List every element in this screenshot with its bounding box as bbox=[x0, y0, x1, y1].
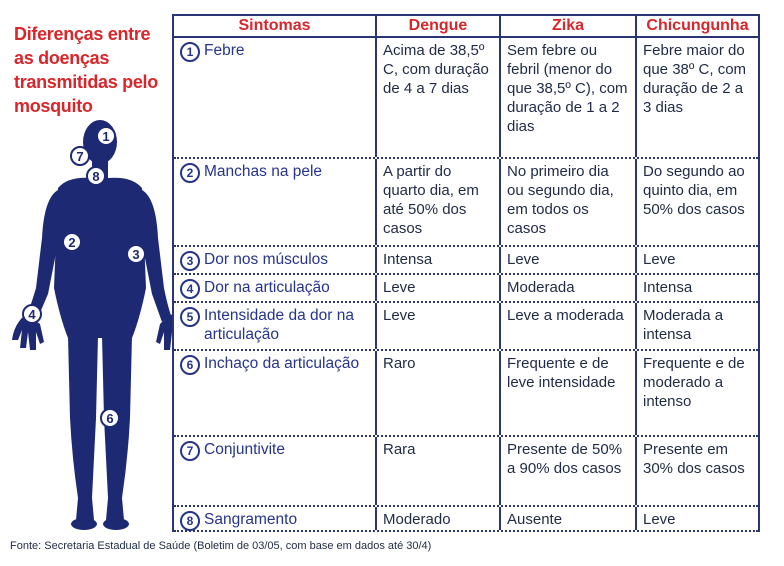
chik-cell: Leve bbox=[643, 251, 676, 268]
marker-6-label: 6 bbox=[106, 411, 114, 426]
symptom-label: Dor na articulação bbox=[204, 279, 330, 296]
table-row-febre bbox=[174, 38, 758, 159]
symptom-label: Intensidade da dor na articulação bbox=[204, 307, 354, 343]
zika-cell: Ausente bbox=[501, 507, 637, 530]
table-row-conjuntivite bbox=[174, 437, 758, 507]
table-row-intensidade bbox=[174, 303, 758, 351]
number-2-icon: 2 bbox=[180, 163, 200, 183]
number-6-icon: 6 bbox=[180, 355, 200, 375]
chik-cell: Frequente e de moderado a intenso bbox=[643, 355, 745, 410]
symptom-label: Inchaço da articulação bbox=[204, 355, 360, 372]
zika-cell: Sem febre ou febril (menor do que 38,5º C), com duração de 1 a 2 dias bbox=[501, 38, 637, 157]
symptom-label: Conjuntivite bbox=[204, 441, 285, 458]
symptom-label: Febre bbox=[204, 42, 245, 59]
human-body-figure bbox=[8, 118, 172, 538]
table-row-inchaco bbox=[174, 351, 758, 437]
dengue-cell: Rara bbox=[377, 437, 501, 505]
chik-cell: Leve bbox=[643, 511, 676, 528]
chik-cell: Moderada a intensa bbox=[643, 307, 724, 343]
number-3-icon: 3 bbox=[180, 251, 200, 271]
marker-4-label: 4 bbox=[28, 307, 36, 322]
symptom-label: Dor nos músculos bbox=[204, 251, 329, 268]
chik-cell: Febre maior do que 38º C, com duração de 2 a 3 dias bbox=[643, 42, 747, 116]
table-row-sangramento bbox=[174, 507, 758, 532]
table-row-manchas bbox=[174, 159, 758, 247]
table-header bbox=[174, 14, 758, 38]
marker-3-label: 3 bbox=[132, 247, 140, 262]
dengue-cell: A partir do quarto dia, em até 50% dos casos bbox=[377, 159, 501, 245]
chik-cell: Do segundo ao quinto dia, em 50% dos casos bbox=[643, 163, 745, 218]
number-4-icon: 4 bbox=[180, 279, 200, 299]
chik-cell: Intensa bbox=[643, 279, 693, 296]
marker-1-label: 1 bbox=[102, 129, 110, 144]
number-5-icon: 5 bbox=[180, 307, 200, 327]
header-sintomas: Sintomas bbox=[174, 16, 377, 36]
zika-cell: No primeiro dia ou segundo dia, em todos os casos bbox=[501, 159, 637, 245]
symptoms-table bbox=[172, 14, 760, 532]
dengue-cell: Acima de 38,5º C, com duração de 4 a 7 dias bbox=[377, 38, 501, 157]
marker-2-label: 2 bbox=[68, 235, 76, 250]
page-title: Diferenças entre as doenças transmitidas pelo mosquito bbox=[14, 24, 158, 116]
header-chicungunha: Chicungunha bbox=[646, 17, 749, 34]
dengue-cell: Intensa bbox=[377, 247, 501, 273]
table-row-musculos bbox=[174, 247, 758, 275]
symptom-label: Manchas na pele bbox=[204, 163, 323, 180]
marker-7-label: 7 bbox=[76, 149, 84, 164]
dengue-cell: Moderado bbox=[377, 507, 501, 530]
zika-cell: Leve a moderada bbox=[501, 303, 637, 349]
marker-8-label: 8 bbox=[92, 169, 100, 184]
number-1-icon: 1 bbox=[180, 42, 200, 62]
number-8-icon: 8 bbox=[180, 511, 200, 531]
zika-cell: Frequente e de leve intensidade bbox=[501, 351, 637, 435]
dengue-cell: Raro bbox=[377, 351, 501, 435]
number-7-icon: 7 bbox=[180, 441, 200, 461]
zika-cell: Moderada bbox=[501, 275, 637, 301]
chik-cell: Presente em 30% dos casos bbox=[643, 441, 745, 477]
symptom-label: Sangramento bbox=[204, 511, 298, 528]
zika-cell: Leve bbox=[501, 247, 637, 273]
human-body-icon bbox=[8, 118, 172, 538]
dengue-cell: Leve bbox=[377, 303, 501, 349]
table-row-articulacao bbox=[174, 275, 758, 303]
zika-cell: Presente de 50% a 90% dos casos bbox=[501, 437, 637, 505]
dengue-cell: Leve bbox=[377, 275, 501, 301]
header-dengue: Dengue bbox=[377, 16, 501, 36]
source-note: Fonte: Secretaria Estadual de Saúde (Boletim de 03/05, com base em dados até 30/4) bbox=[10, 540, 432, 552]
header-zika: Zika bbox=[501, 16, 637, 36]
